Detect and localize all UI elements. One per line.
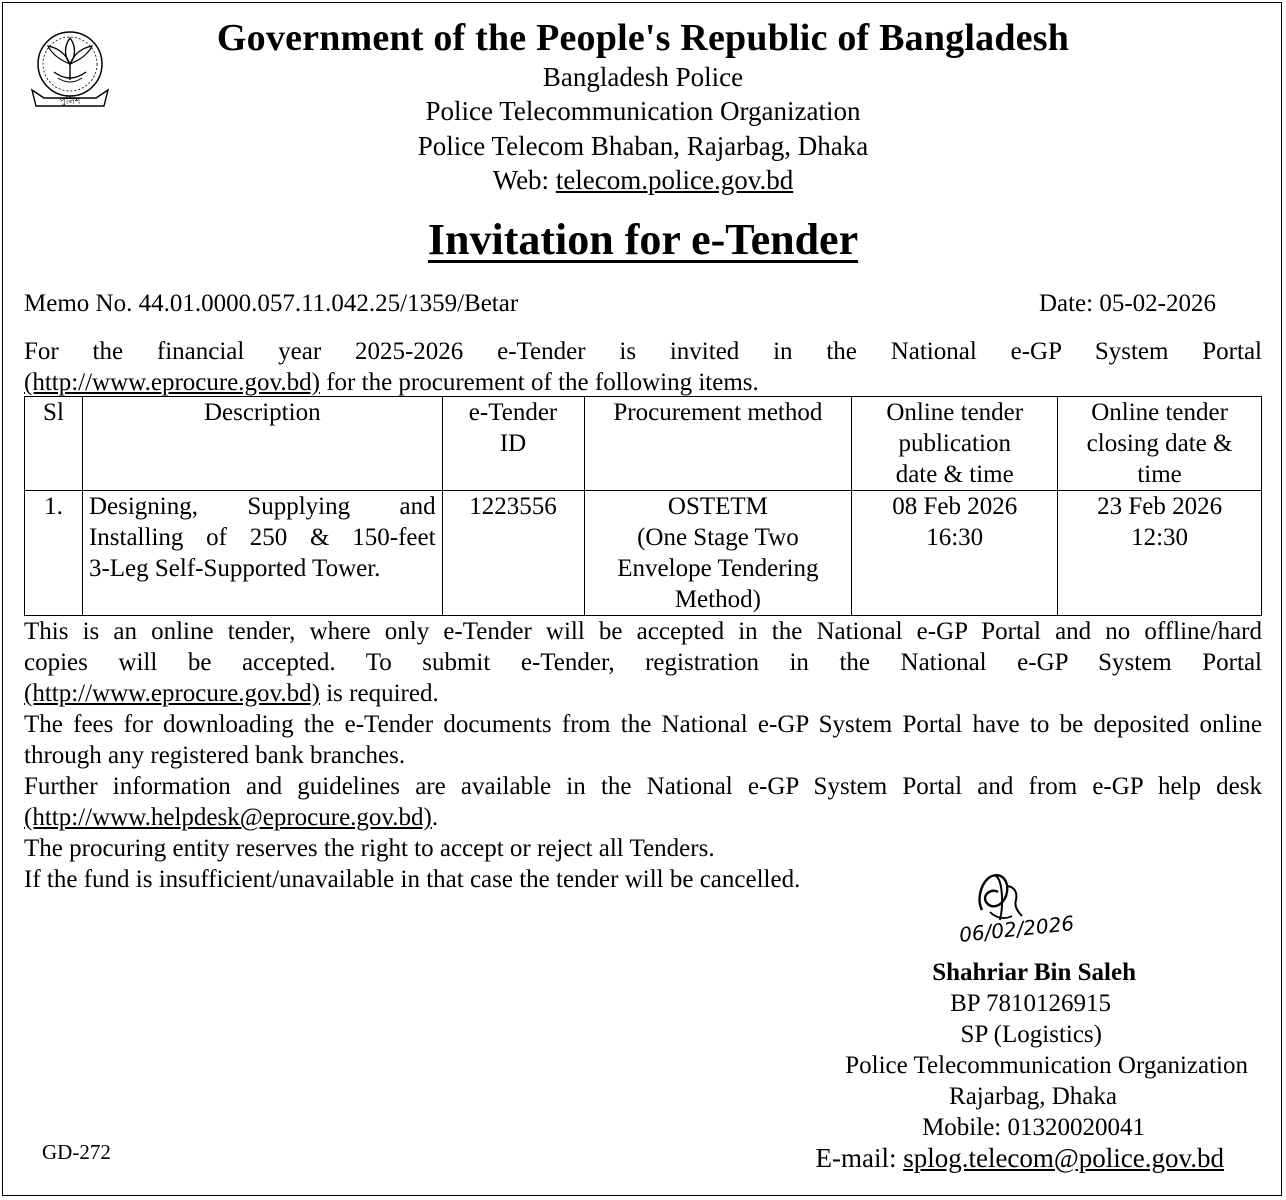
intro-rest: for the procurement of the following items.	[319, 369, 759, 396]
cell-etender-id: 1223556	[442, 491, 584, 616]
department-name: Bangladesh Police	[542, 62, 744, 92]
cell-sl: 1.	[25, 491, 83, 616]
memo-number: Memo No. 44.01.0000.057.11.042.25/1359/Betar	[24, 290, 519, 317]
footer-code: GD-272	[42, 1140, 111, 1164]
note-helpdesk-line1: Further information and guidelines are available in the National e-GP System Portal and from e-GP help desk	[24, 773, 1262, 800]
page-title: Invitation for e-Tender	[427, 215, 859, 264]
note-helpdesk-rest: .	[431, 804, 439, 831]
web-link[interactable]: telecom.police.gov.bd	[555, 165, 794, 195]
email-label: E-mail:	[815, 1143, 897, 1173]
helpdesk-link[interactable]: (http://www.helpdesk@eprocure.gov.bd)	[24, 804, 432, 831]
note-online-line1: This is an online tender, where only e-Tender will be accepted in the National e-GP Portal and no offline/hard	[24, 618, 1262, 645]
header-sl: Sl	[25, 397, 83, 491]
web-line	[0, 165, 1286, 196]
email-link[interactable]: splog.telecom@police.gov.bd	[903, 1143, 1224, 1173]
svg-text:পুলিশ: পুলিশ	[59, 97, 81, 107]
header-description: Description	[82, 397, 442, 491]
note-online-line2: copies will be accepted. To submit e-Tender, registration in the National e-GP System Portal	[24, 649, 1262, 676]
signatory-name: Shahriar Bin Saleh	[932, 959, 1136, 986]
cell-description: Designing, Supplying and Installing of 250 & 150-feet 3-Leg Self-Supported Tower.	[82, 491, 442, 616]
cell-publication: 08 Feb 2026 16:30	[852, 491, 1058, 616]
cell-closing: 23 Feb 2026 12:30	[1058, 491, 1262, 616]
tender-table	[24, 396, 1262, 616]
header-closing: Online tender closing date & time	[1058, 397, 1262, 491]
note-rights: The procuring entity reserves the right to accept or reject all Tenders.	[24, 835, 715, 862]
table-row	[25, 491, 1262, 616]
signatory-location: Rajarbag, Dhaka	[949, 1083, 1117, 1110]
header-publication: Online tender publication date & time	[852, 397, 1058, 491]
web-label: Web:	[492, 165, 550, 195]
signatory-email-line	[815, 1143, 1224, 1174]
organization-name: Police Telecommunication Organization	[425, 96, 861, 126]
intro-paragraph	[24, 336, 1262, 398]
signature-date: 06/02/2026	[958, 911, 1076, 947]
header-procurement-method: Procurement method	[584, 397, 852, 491]
table-header-row	[25, 397, 1262, 491]
signature-mark	[952, 862, 1092, 952]
note-fund: If the fund is insufficient/unavailable in that case the tender will be cancelled.	[24, 866, 801, 893]
note-fees: The fees for downloading the e-Tender documents from the National e-GP System Portal have to be deposited online through any registered bank branches.	[24, 711, 1262, 769]
note-online-rest: is required.	[319, 680, 439, 707]
signatory-mobile: Mobile: 01320020041	[922, 1114, 1145, 1141]
eprocure-link-2[interactable]: (http://www.eprocure.gov.bd)	[24, 680, 320, 707]
eprocure-link[interactable]: (http://www.eprocure.gov.bd)	[24, 369, 320, 396]
cell-procurement-method: OSTETM (One Stage Two Envelope Tendering Method)	[584, 491, 852, 616]
notes	[24, 616, 1262, 895]
organization-address: Police Telecom Bhaban, Rajarbag, Dhaka	[417, 131, 869, 161]
header-etender-id: e-Tender ID	[442, 397, 584, 491]
intro-line: For the financial year 2025-2026 e-Tender is invited in the National e-GP System Portal	[24, 338, 1262, 365]
signatory-designation: SP (Logistics)	[960, 1021, 1102, 1048]
government-title: Government of the People's Republic of Bangladesh	[216, 17, 1070, 59]
signatory-bp: BP 7810126915	[950, 990, 1111, 1017]
memo-date: Date: 05-02-2026	[1038, 290, 1216, 317]
signatory-organization: Police Telecommunication Organization	[845, 1052, 1248, 1079]
